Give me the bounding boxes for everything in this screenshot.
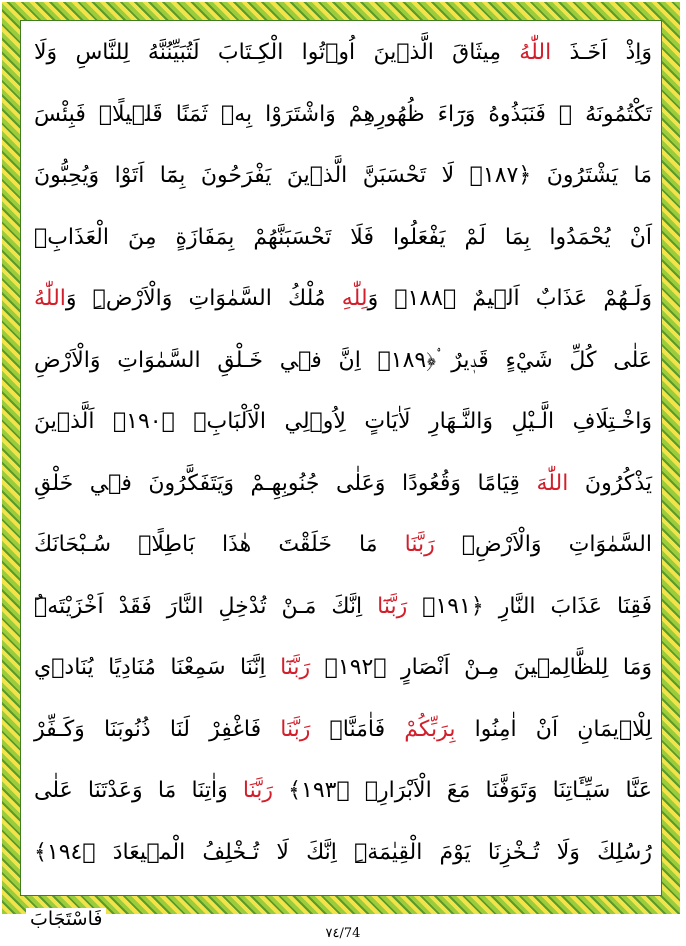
divine-name-text: اللّٰهَ <box>536 470 569 496</box>
divine-name-text: رَبَّنَا <box>242 778 273 803</box>
text-line <box>34 409 652 434</box>
verse-text: اِنَّكَ مَـنْ تُدْخِلِ النَّارَ فَقَدْ اَخْزَيْتَهُۜ <box>34 593 378 619</box>
page-number: ٧٤/74 <box>325 926 361 941</box>
text-line <box>34 348 652 373</box>
text-line <box>34 40 652 65</box>
verse-text: عَنَّا سَيِّـَٔاتِنَا وَتَوَفَّنَا مَعَ الْاَبْرَارِۚ ﴿١٩٣﴾ <box>272 778 652 803</box>
verse-text: قِيَامًا وَقُعُودًا وَعَلٰى جُنُوبِهِـمْ وَيَتَفَكَّرُونَ فٖي خَلْقِ <box>34 470 537 496</box>
text-line <box>34 286 652 311</box>
verse-text: مَا خَلَقْتَ هٰذَا بَاطِلًاۚ سُـبْحَانَكَ <box>34 532 405 557</box>
verse-text: السَّمٰوَاتِ وَالْاَرْضِۚ <box>434 532 652 557</box>
divine-name-text: رَبَّنَا <box>280 716 311 742</box>
verse-text: عَلٰى كُلِّ شَيْءٍ قَدٖيرٌ ۟﴿١٨٩﴾ اِنَّ فٖي خَـلْقِ السَّمٰوَاتِ وَالْاَرْضِ <box>34 347 652 373</box>
text-line <box>34 471 652 496</box>
verse-text: مُلْكُ السَّمٰوَاتِ وَالْاَرْضِۜ وَ <box>65 286 342 311</box>
text-line <box>34 717 652 742</box>
divine-name-text: اللّٰهُ <box>519 40 552 65</box>
text-line <box>34 163 652 188</box>
verse-text: لِلْاٖيمَانِ اَنْ اٰمِنُوا <box>455 716 652 742</box>
verse-text: فَقِنَا عَذَابَ النَّارِ ﴿١٩١﴾ <box>407 593 652 619</box>
verse-text: مَا يَشْتَرُونَ ﴿١٨٧﴾ لَا تَحْسَبَنَّ الَّذٖينَ يَفْرَحُونَ بِمَٓا اَتَوْا وَيُحِبُّونَ <box>34 163 653 188</box>
divine-name-text: رَبَّنَا <box>404 532 435 557</box>
verse-text: مِيثَاقَ الَّذٖينَ اُو۫تُوا الْكِـتَابَ لَتُبَيِّنُنَّهُ لِلنَّاسِ وَلَا <box>34 40 520 65</box>
divine-name-text: رَبَّنَٓا <box>280 655 311 680</box>
text-line <box>34 778 652 803</box>
verse-text: فَاغْفِرْ لَنَا ذُنُوبَنَا وَكَـفِّرْ <box>34 716 281 742</box>
verse-text: اَنْ يُحْمَدُوا بِمَا لَمْ يَفْعَلُوا فَلَا تَحْسَبَنَّهُمْ بِمَفَازَةٍ مِنَ الْعَذَابِۚ <box>34 224 652 250</box>
verse-text: وَاِذْ اَخَـذَ <box>551 40 652 65</box>
verse-text: وَمَا لِلظَّالِمٖينَ مِـنْ اَنْصَارٍ ﴿١٩٢﴾ <box>310 655 652 680</box>
verse-text: رُسُلِكَ وَلَا تُـخْزِنَا يَوْمَ الْقِيٰمَةِۜ اِنَّكَ لَا تُـخْلِفُ الْمٖيعَادَ ﴿١٩٤﴾ <box>34 839 652 865</box>
divine-name-text: رَبَّنَٓا <box>377 593 408 619</box>
text-line <box>34 532 652 557</box>
verse-text: يَذْكُرُونَ <box>568 470 652 496</box>
text-line <box>34 594 652 619</box>
verse-text: فَاٰمَنَّاۗ <box>310 716 405 742</box>
text-line <box>34 655 652 680</box>
text-line <box>34 225 652 250</box>
verse-text: وَلَـهُمْ عَذَابٌ اَلٖيمٌ ﴿١٨٨﴾ وَ <box>367 286 652 311</box>
text-line <box>34 840 652 865</box>
text-line <box>34 102 652 127</box>
text-panel <box>21 21 661 895</box>
verse-text: وَاخْـتِلَافِ الَّـيْلِ وَالنَّـهَارِ لَاٰيَاتٍ لِاُو۬لِي الْاَلْبَابِۚ ﴿١٩٠﴾ اَلَّذٖينَ <box>34 409 652 434</box>
verse-text: وَاٰتِنَا مَا وَعَدْتَنَا عَلٰى <box>34 778 243 803</box>
verse-text: اِنَّنَا سَمِعْنَا مُنَادِيًا يُنَادٖي <box>34 655 281 680</box>
divine-name-text: بِرَبِّكُمْ <box>404 716 456 742</box>
divine-name-text: لِلّٰهِ <box>341 286 368 311</box>
verse-text: تَكْتُمُونَهُ ۘ فَنَبَذُوهُ وَرَٓاءَ ظُهُورِهِمْ وَاشْتَرَوْا بِهٖ ثَمَنًا قَلٖيلًاۜ فَبِئْسَ <box>34 101 652 127</box>
catchword: فَاسْتَجَابَ <box>26 908 106 930</box>
divine-name-text: اللّٰهُ <box>34 286 66 311</box>
